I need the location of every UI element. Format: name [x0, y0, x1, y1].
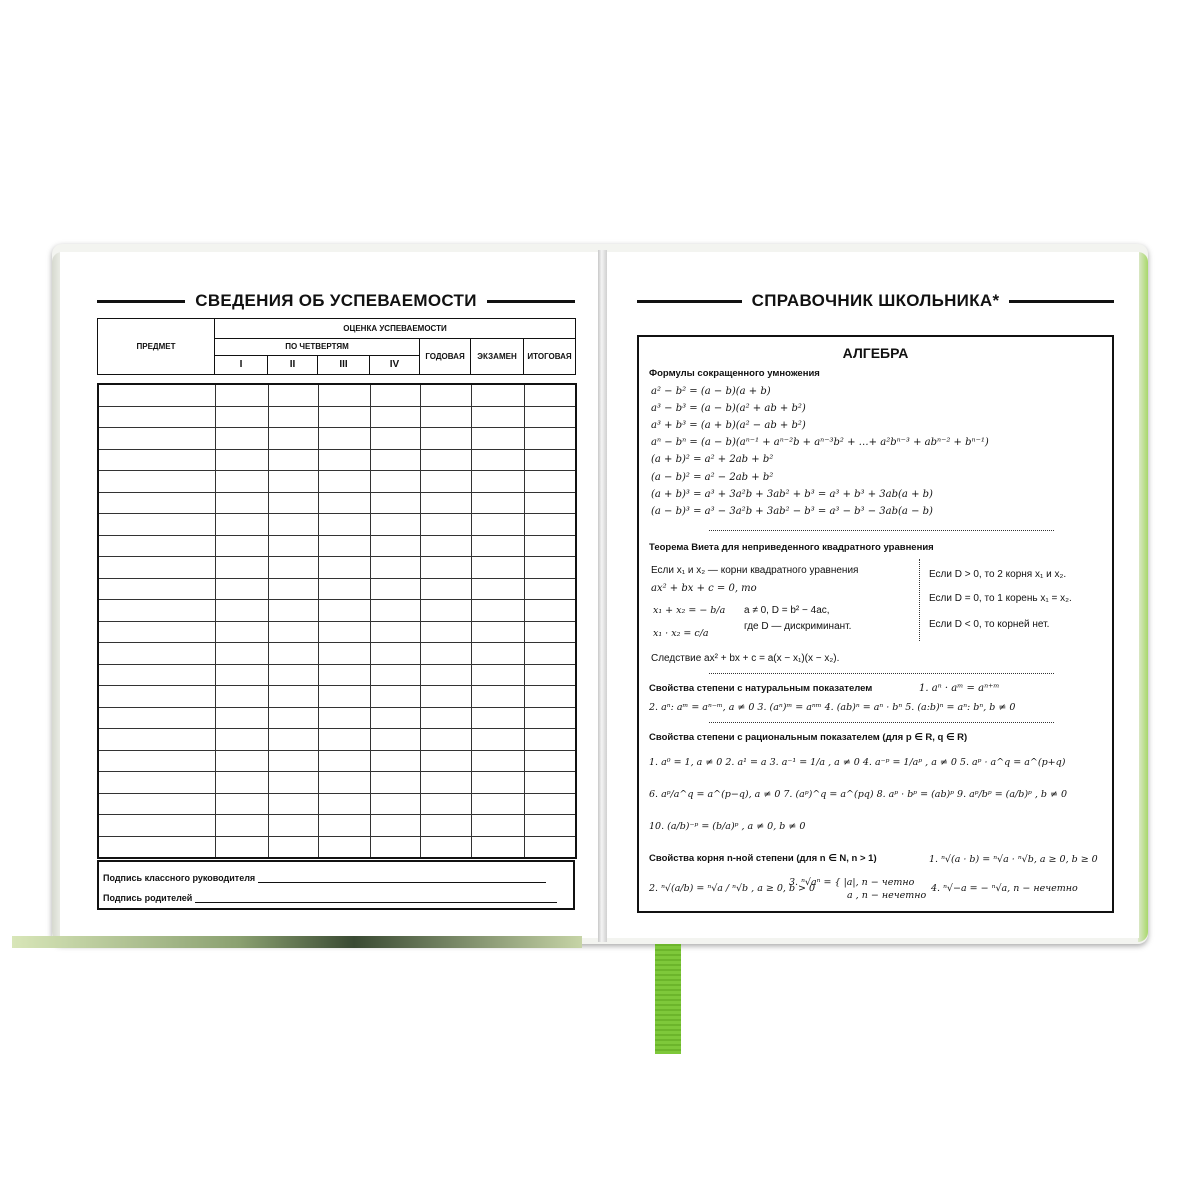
grade-cell[interactable]	[420, 578, 471, 600]
grade-cell[interactable]	[318, 492, 370, 514]
subject-cell[interactable]	[98, 471, 215, 493]
subject-cell[interactable]	[98, 707, 215, 729]
grade-cell[interactable]	[420, 815, 471, 837]
grade-entry-row	[98, 750, 576, 772]
formula-1: a² − b² = (a − b)(a + b)	[651, 386, 771, 397]
grade-entry-row	[98, 686, 576, 708]
grade-cell[interactable]	[318, 471, 370, 493]
grade-cell[interactable]	[215, 406, 268, 428]
section-natural-power: Свойства степени с натуральным показателем	[649, 683, 873, 694]
subject-cell[interactable]	[98, 535, 215, 557]
grade-entry-row	[98, 578, 576, 600]
subject-cell[interactable]	[98, 557, 215, 579]
grade-entry-row	[98, 621, 576, 643]
subject-cell[interactable]	[98, 793, 215, 815]
grade-cell[interactable]	[524, 578, 576, 600]
bookmark-ribbon	[655, 944, 681, 1054]
subject-cell[interactable]	[98, 772, 215, 794]
grade-cell[interactable]	[524, 471, 576, 493]
grade-cell[interactable]	[318, 686, 370, 708]
grade-cell[interactable]	[524, 664, 576, 686]
formula-3: a³ + b³ = (a + b)(a² − ab + b²)	[651, 420, 806, 431]
rational-power-1-5: 1. a⁰ = 1, a ≠ 0 2. a¹ = a 3. a⁻¹ = 1/a , a ≠ 0 4. a⁻ᵖ = 1/aᵖ , a ≠ 0 5. aᵖ · a^q = a^(p+q)	[649, 757, 1066, 768]
grade-cell[interactable]	[268, 793, 318, 815]
grade-cell[interactable]	[215, 836, 268, 858]
formula-2: a³ − b³ = (a − b)(a² + ab + b²)	[651, 403, 806, 414]
grade-entry-row	[98, 557, 576, 579]
col-q1: I	[215, 356, 268, 375]
cover-bottom-edge	[12, 936, 582, 948]
grade-cell[interactable]	[268, 449, 318, 471]
grade-cell[interactable]	[215, 578, 268, 600]
grades-body-table	[97, 383, 577, 859]
parents-signature-row: Подпись родителей	[103, 892, 557, 903]
grade-cell[interactable]	[318, 428, 370, 450]
grade-cell[interactable]	[268, 471, 318, 493]
grade-entry-row	[98, 492, 576, 514]
grade-cell[interactable]	[471, 471, 524, 493]
grade-cell[interactable]	[215, 449, 268, 471]
grades-title: СВЕДЕНИЯ ОБ УСПЕВАЕМОСТИ	[97, 286, 575, 316]
grade-entry-row	[98, 643, 576, 665]
grade-cell[interactable]	[420, 729, 471, 751]
natural-power-1: 1. aⁿ · aᵐ = aⁿ⁺ᵐ	[919, 683, 1000, 694]
grade-entry-row	[98, 428, 576, 450]
subject-cell[interactable]	[98, 514, 215, 536]
grade-cell[interactable]	[471, 621, 524, 643]
grade-cell[interactable]	[420, 707, 471, 729]
formula-4: aⁿ − bⁿ = (a − b)(aⁿ⁻¹ + aⁿ⁻²b + aⁿ⁻³b² + …+ a²bⁿ⁻³ + abⁿ⁻² + bⁿ⁻¹)	[651, 437, 989, 448]
grade-cell[interactable]	[524, 492, 576, 514]
grade-cell[interactable]	[370, 686, 420, 708]
section-vieta: Теорема Виета для неприведенного квадратного уравнения	[649, 542, 934, 553]
grade-cell[interactable]	[215, 664, 268, 686]
grade-cell[interactable]	[318, 449, 370, 471]
grade-cell[interactable]	[471, 750, 524, 772]
grade-cell[interactable]	[370, 750, 420, 772]
formula-5: (a + b)² = a² + 2ab + b²	[651, 454, 774, 465]
cover-edge-right	[1138, 252, 1148, 942]
grade-cell[interactable]	[318, 750, 370, 772]
grade-cell[interactable]	[420, 600, 471, 622]
subject-cell[interactable]	[98, 815, 215, 837]
signature-box	[97, 860, 575, 910]
vieta-condition: a ≠ 0, D = b² − 4ac,	[744, 605, 830, 616]
col-yearly: ГОДОВАЯ	[420, 339, 471, 375]
vieta-sum: x₁ + x₂ = − b/a	[653, 605, 726, 616]
grade-cell[interactable]	[524, 428, 576, 450]
grade-cell[interactable]	[370, 664, 420, 686]
grade-cell[interactable]	[420, 686, 471, 708]
root-property-4: 4. ⁿ√−a = − ⁿ√a, n − нечетно	[931, 883, 1078, 894]
grade-cell[interactable]	[524, 643, 576, 665]
root-property-1: 1. ⁿ√(a · b) = ⁿ√a · ⁿ√b, a ≥ 0, b ≥ 0	[929, 854, 1098, 865]
grade-entry-row	[98, 384, 576, 406]
grade-cell[interactable]	[524, 621, 576, 643]
teacher-signature-line[interactable]	[258, 872, 546, 883]
grade-cell[interactable]	[524, 686, 576, 708]
grade-cell[interactable]	[420, 471, 471, 493]
subject-cell[interactable]	[98, 836, 215, 858]
grade-entry-row	[98, 729, 576, 751]
grade-entry-row	[98, 449, 576, 471]
grade-cell[interactable]	[370, 643, 420, 665]
grade-cell[interactable]	[318, 535, 370, 557]
grade-cell[interactable]	[524, 557, 576, 579]
vieta-discriminant: где D — дискриминант.	[744, 621, 852, 632]
vieta-rule-1: Если D > 0, то 2 корня x₁ и x₂.	[929, 569, 1067, 580]
subject-cell[interactable]	[98, 729, 215, 751]
grade-cell[interactable]	[268, 686, 318, 708]
grade-cell[interactable]	[471, 535, 524, 557]
reference-title: СПРАВОЧНИК ШКОЛЬНИКА*	[637, 286, 1114, 316]
grade-cell[interactable]	[370, 514, 420, 536]
grade-cell[interactable]	[471, 428, 524, 450]
grade-cell[interactable]	[420, 514, 471, 536]
divider	[709, 722, 1054, 723]
grade-entry-row	[98, 406, 576, 428]
grade-cell[interactable]	[370, 535, 420, 557]
spine-gutter	[598, 250, 607, 942]
grade-cell[interactable]	[268, 815, 318, 837]
rational-power-10: 10. (a/b)⁻ᵖ = (b/a)ᵖ , a ≠ 0, b ≠ 0	[649, 821, 806, 832]
formula-7: (a + b)³ = a³ + 3a²b + 3ab² + b³ = a³ + b³ + 3ab(a + b)	[651, 489, 933, 500]
grade-cell[interactable]	[318, 384, 370, 406]
grade-cell[interactable]	[420, 428, 471, 450]
grade-entry-row	[98, 707, 576, 729]
grade-cell[interactable]	[471, 449, 524, 471]
grade-entry-row	[98, 535, 576, 557]
grade-cell[interactable]	[318, 643, 370, 665]
grade-cell[interactable]	[215, 750, 268, 772]
section-short-multiplication: Формулы сокращенного умножения	[649, 368, 820, 379]
grade-cell[interactable]	[268, 600, 318, 622]
col-q4: IV	[370, 356, 420, 375]
subject-cell[interactable]	[98, 643, 215, 665]
grade-cell[interactable]	[420, 836, 471, 858]
grade-cell[interactable]	[471, 600, 524, 622]
grade-cell[interactable]	[370, 772, 420, 794]
grade-cell[interactable]	[524, 406, 576, 428]
grade-cell[interactable]	[318, 578, 370, 600]
grade-cell[interactable]	[268, 643, 318, 665]
subject-cell[interactable]	[98, 428, 215, 450]
grade-cell[interactable]	[524, 729, 576, 751]
subject-cell[interactable]	[98, 750, 215, 772]
grade-cell[interactable]	[215, 707, 268, 729]
grade-cell[interactable]	[471, 492, 524, 514]
grade-entry-row	[98, 772, 576, 794]
grade-cell[interactable]	[318, 557, 370, 579]
grade-cell[interactable]	[524, 600, 576, 622]
subject-cell[interactable]	[98, 406, 215, 428]
grade-cell[interactable]	[370, 557, 420, 579]
grade-cell[interactable]	[370, 428, 420, 450]
grade-cell[interactable]	[471, 664, 524, 686]
grade-cell[interactable]	[370, 449, 420, 471]
grade-cell[interactable]	[524, 535, 576, 557]
grade-cell[interactable]	[370, 621, 420, 643]
grade-cell[interactable]	[215, 471, 268, 493]
grade-cell[interactable]	[215, 428, 268, 450]
vieta-product: x₁ · x₂ = c/a	[653, 628, 709, 639]
subject-cell[interactable]	[98, 686, 215, 708]
grade-cell[interactable]	[215, 686, 268, 708]
vieta-corollary: Следствие ax² + bx + c = a(x − x₁)(x − x₂).	[651, 653, 840, 664]
grade-cell[interactable]	[215, 815, 268, 837]
grade-cell[interactable]	[370, 600, 420, 622]
grade-cell[interactable]	[471, 643, 524, 665]
grade-cell[interactable]	[420, 449, 471, 471]
grade-cell[interactable]	[370, 793, 420, 815]
subject-cell[interactable]	[98, 384, 215, 406]
formula-6: (a − b)² = a² − 2ab + b²	[651, 472, 774, 483]
grade-cell[interactable]	[268, 664, 318, 686]
grade-cell[interactable]	[370, 578, 420, 600]
grade-entry-row	[98, 664, 576, 686]
grade-cell[interactable]	[471, 557, 524, 579]
grade-entry-row	[98, 600, 576, 622]
subject-cell[interactable]	[98, 664, 215, 686]
grade-cell[interactable]	[420, 535, 471, 557]
section-rational-power: Свойства степени с рациональным показателем (для p ∈ R, q ∈ R)	[649, 732, 968, 743]
grade-cell[interactable]	[370, 471, 420, 493]
algebra-heading: АЛГЕБРА	[842, 345, 909, 361]
grade-entry-row	[98, 793, 576, 815]
grade-cell[interactable]	[524, 750, 576, 772]
subject-cell[interactable]	[98, 621, 215, 643]
grade-cell[interactable]	[524, 384, 576, 406]
divider	[709, 673, 1054, 674]
grade-cell[interactable]	[370, 384, 420, 406]
col-quarters: ПО ЧЕТВЕРТЯМ	[215, 339, 420, 356]
grade-cell[interactable]	[471, 686, 524, 708]
grade-cell[interactable]	[318, 815, 370, 837]
grade-cell[interactable]	[318, 707, 370, 729]
grade-entry-row	[98, 471, 576, 493]
col-subject: ПРЕДМЕТ	[98, 319, 215, 375]
grade-cell[interactable]	[318, 621, 370, 643]
subject-cell[interactable]	[98, 492, 215, 514]
grade-cell[interactable]	[215, 535, 268, 557]
root-property-3-odd: a , n − нечетно	[847, 890, 927, 901]
grade-cell[interactable]	[420, 557, 471, 579]
vieta-if-roots: Если x₁ и x₂ — корни квадратного уравнения	[651, 565, 859, 576]
col-final: ИТОГОВАЯ	[524, 339, 576, 375]
grade-cell[interactable]	[268, 729, 318, 751]
grade-cell[interactable]	[268, 707, 318, 729]
grade-cell[interactable]	[318, 729, 370, 751]
grade-cell[interactable]	[471, 406, 524, 428]
grade-cell[interactable]	[370, 492, 420, 514]
algebra-reference	[637, 335, 1114, 913]
grade-cell[interactable]	[370, 406, 420, 428]
grade-cell[interactable]	[268, 406, 318, 428]
grade-cell[interactable]	[420, 793, 471, 815]
grade-cell[interactable]	[524, 449, 576, 471]
grade-cell[interactable]	[471, 772, 524, 794]
grade-cell[interactable]	[318, 793, 370, 815]
col-grades: ОЦЕНКА УСПЕВАЕМОСТИ	[215, 319, 576, 339]
grade-cell[interactable]	[215, 729, 268, 751]
vieta-rule-3: Если D < 0, то корней нет.	[929, 619, 1050, 630]
grade-cell[interactable]	[471, 384, 524, 406]
grade-cell[interactable]	[215, 384, 268, 406]
grade-entry-row	[98, 514, 576, 536]
grade-cell[interactable]	[318, 664, 370, 686]
grade-cell[interactable]	[268, 514, 318, 536]
vieta-equation: ax² + bx + c = 0, то	[651, 583, 757, 594]
grade-cell[interactable]	[524, 836, 576, 858]
grade-cell[interactable]	[268, 836, 318, 858]
grade-cell[interactable]	[420, 664, 471, 686]
grade-cell[interactable]	[420, 643, 471, 665]
root-property-2: 2. ⁿ√(a/b) = ⁿ√a / ⁿ√b , a ≥ 0, b > 0	[649, 883, 816, 894]
grade-cell[interactable]	[370, 815, 420, 837]
grade-cell[interactable]	[524, 772, 576, 794]
subject-cell[interactable]	[98, 449, 215, 471]
grade-cell[interactable]	[420, 406, 471, 428]
grade-cell[interactable]	[420, 384, 471, 406]
grade-cell[interactable]	[268, 428, 318, 450]
grade-cell[interactable]	[471, 793, 524, 815]
grade-cell[interactable]	[524, 815, 576, 837]
grade-cell[interactable]	[420, 750, 471, 772]
teacher-signature-row: Подпись классного руководителя	[103, 872, 546, 883]
grade-cell[interactable]	[268, 578, 318, 600]
grade-cell[interactable]	[215, 772, 268, 794]
grade-cell[interactable]	[370, 729, 420, 751]
grade-cell[interactable]	[268, 772, 318, 794]
grade-cell[interactable]	[318, 406, 370, 428]
grade-cell[interactable]	[420, 492, 471, 514]
grade-cell[interactable]	[215, 492, 268, 514]
grade-cell[interactable]	[524, 707, 576, 729]
grade-cell[interactable]	[215, 600, 268, 622]
grade-cell[interactable]	[471, 815, 524, 837]
grade-cell[interactable]	[215, 793, 268, 815]
grade-cell[interactable]	[268, 621, 318, 643]
section-nth-root: Свойства корня n-ной степени (для n ∈ N, n > 1)	[649, 853, 877, 864]
root-property-3: 3. ⁿ√aⁿ = { |a|, n − четно	[789, 877, 915, 888]
subject-cell[interactable]	[98, 600, 215, 622]
grade-cell[interactable]	[318, 772, 370, 794]
grade-cell[interactable]	[215, 514, 268, 536]
grades-header-table	[97, 318, 576, 375]
grade-cell[interactable]	[370, 836, 420, 858]
grade-cell[interactable]	[268, 535, 318, 557]
vertical-divider	[919, 559, 920, 641]
grade-cell[interactable]	[268, 384, 318, 406]
col-q2: II	[268, 356, 318, 375]
grade-entry-row	[98, 815, 576, 837]
natural-power-2-5: 2. aⁿ: aᵐ = aⁿ⁻ᵐ, a ≠ 0 3. (aⁿ)ᵐ = aⁿᵐ 4. (ab)ⁿ = aⁿ · bⁿ 5. (a:b)ⁿ = aⁿ: bⁿ, b ≠ 0	[649, 702, 1016, 713]
grade-cell[interactable]	[420, 772, 471, 794]
grade-cell[interactable]	[471, 707, 524, 729]
grade-cell[interactable]	[524, 514, 576, 536]
grade-cell[interactable]	[471, 836, 524, 858]
grade-cell[interactable]	[215, 621, 268, 643]
grade-cell[interactable]	[370, 707, 420, 729]
grade-cell[interactable]	[524, 793, 576, 815]
grade-cell[interactable]	[215, 643, 268, 665]
grade-cell[interactable]	[471, 514, 524, 536]
grade-cell[interactable]	[318, 836, 370, 858]
grade-cell[interactable]	[318, 514, 370, 536]
grade-entry-row	[98, 836, 576, 858]
divider	[709, 530, 1054, 531]
vieta-rule-2: Если D = 0, то 1 корень x₁ = x₂.	[929, 593, 1072, 604]
grade-cell[interactable]	[268, 492, 318, 514]
col-q3: III	[318, 356, 370, 375]
grade-cell[interactable]	[268, 557, 318, 579]
grade-cell[interactable]	[471, 729, 524, 751]
col-exam: ЭКЗАМЕН	[471, 339, 524, 375]
grade-cell[interactable]	[215, 557, 268, 579]
grade-cell[interactable]	[268, 750, 318, 772]
parents-signature-line[interactable]	[195, 892, 557, 903]
subject-cell[interactable]	[98, 578, 215, 600]
grade-cell[interactable]	[471, 578, 524, 600]
rational-power-6-9: 6. aᵖ/a^q = a^(p−q), a ≠ 0 7. (aᵖ)^q = a^(pq) 8. aᵖ · bᵖ = (ab)ᵖ 9. aᵖ/bᵖ = (a/b)ᵖ , b ≠ 0	[649, 789, 1068, 800]
formula-8: (a − b)³ = a³ − 3a²b + 3ab² − b³ = a³ − b³ − 3ab(a − b)	[651, 506, 933, 517]
grade-cell[interactable]	[420, 621, 471, 643]
grade-cell[interactable]	[318, 600, 370, 622]
